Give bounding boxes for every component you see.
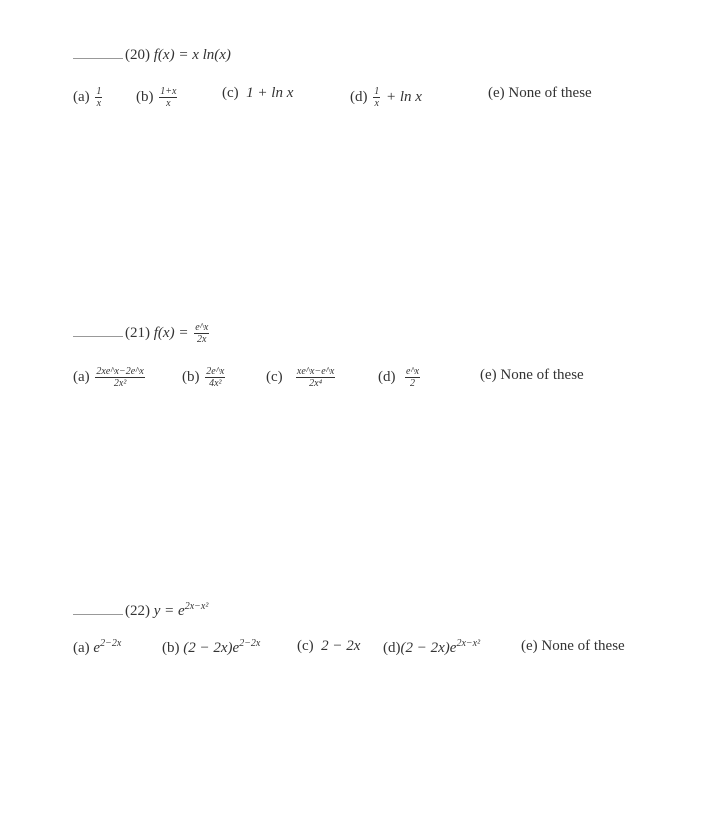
choice-d[interactable]: $(d)(2 - 2x)e^{2x-x^2}$ <box>383 638 481 656</box>
choice-c[interactable]: (c) 2 − 2x <box>297 638 361 654</box>
problem-21-header: (21) f(x) = $\frac{e\^{}x}{2x}$ <box>73 322 211 345</box>
problem-20-header: (20) f(x) = x ln(x) <box>73 48 231 63</box>
fraction: $\frac{xe\^{}x-e\^{}x}{\text{2x⁴}}$ <box>296 366 335 389</box>
problem-22-header: (22) $y = e^{2x-x^2}$ <box>73 602 208 619</box>
choice-d[interactable]: (d) $\frac{1}{x}$ + ln x <box>350 86 422 109</box>
choice-d[interactable]: (d) $\frac{e\^{}x}{2}$ <box>378 366 420 389</box>
fraction: $\frac{1}{x}$ <box>96 86 102 109</box>
answer-blank[interactable] <box>73 614 123 615</box>
fraction: $\frac{1+x}{x}$ <box>160 86 177 109</box>
choice-a[interactable]: (a) $\frac{1}{x}$ <box>73 86 102 109</box>
fraction: $\frac{e\^{}x}{2x}$ <box>195 322 209 345</box>
answer-blank[interactable] <box>73 58 123 59</box>
choice-a[interactable]: (a) $\frac{2xe\^{}x-2e\^{}x}{\text{2x²}}$ <box>73 366 144 389</box>
fraction: $\frac{e\^{}x}{2}$ <box>406 366 420 389</box>
fraction: $\frac{2xe\^{}x-2e\^{}x}{\text{2x²}}$ <box>96 366 144 389</box>
choice-c[interactable]: (c) $\frac{xe\^{}x-e\^{}x}{\text{2x⁴}}$ <box>266 366 335 389</box>
fraction: $\frac{2e\^{}x}{\text{4x²}}$ <box>206 366 225 389</box>
choice-e[interactable]: (e) None of these <box>488 85 592 101</box>
choice-e[interactable]: (e) None of these <box>521 638 625 654</box>
choice-b[interactable]: (b) $\frac{1+x}{x}$ <box>136 86 177 109</box>
choice-c[interactable]: (c) 1 + ln x <box>222 85 294 101</box>
problem-statement: f(x) = x ln(x) <box>153 47 231 63</box>
answer-blank[interactable] <box>73 336 123 337</box>
fraction: $\frac{1}{x}$ <box>374 86 380 109</box>
choice-e[interactable]: (e) None of these <box>480 367 584 383</box>
choice-b[interactable]: (b) $(2 - 2x)e^{2-2x}$ <box>162 638 261 656</box>
choice-a[interactable]: (a) $e^{2-2x}$ <box>73 638 122 656</box>
choice-b[interactable]: (b) $\frac{2e\^{}x}{\text{4x²}}$ <box>182 366 225 389</box>
